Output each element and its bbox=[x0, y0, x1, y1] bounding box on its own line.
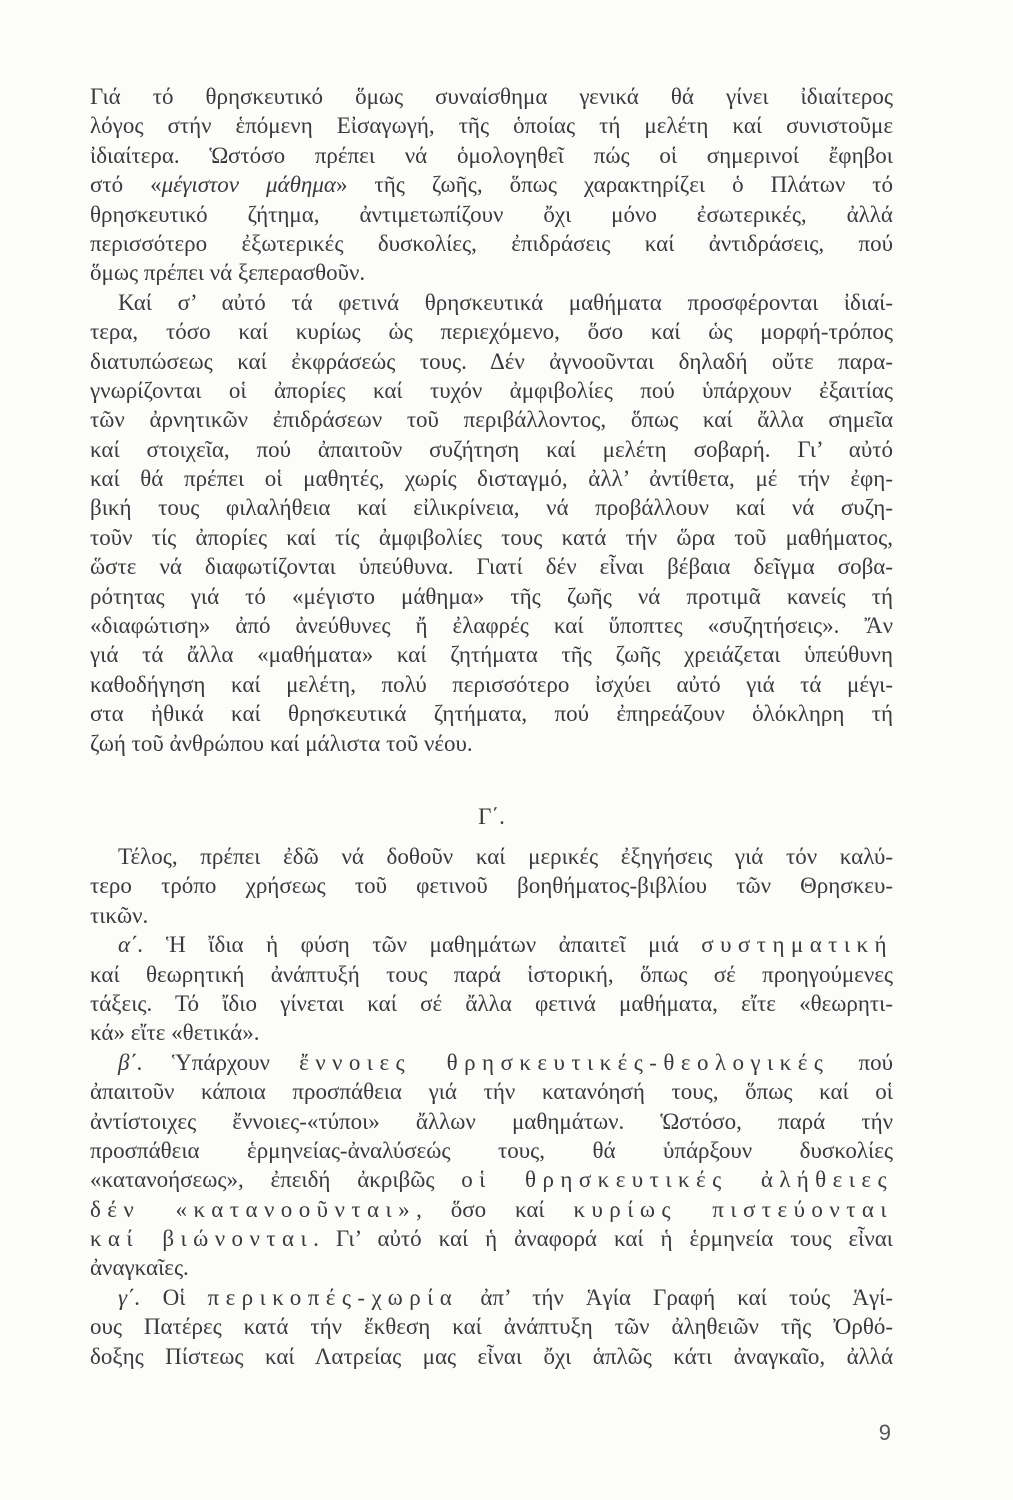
text-line: «διαφώτιση» ἀπό ἀνεύθυνες ἤ ἐλαφρές καί ὕποπτες «συζητήσεις». Ἄν bbox=[90, 613, 893, 639]
text-line: ἰδιαίτερα. Ὡστόσο πρέπει νά ὁμολογηθεῖ πώς οἱ σημερινοί ἔφηβοι bbox=[90, 142, 893, 168]
item-label: β΄. bbox=[118, 1049, 143, 1075]
item-label: γ΄. bbox=[118, 1284, 141, 1310]
spaced-emphasis: δέν «κατανοοῦνται» bbox=[90, 1196, 417, 1222]
text-line bbox=[90, 170, 893, 199]
text-segment: στό « bbox=[90, 172, 162, 198]
text-line: τικῶν. bbox=[90, 902, 149, 928]
text-segment: πού bbox=[829, 1049, 893, 1075]
text-segment: , ὅσο καί bbox=[416, 1196, 574, 1222]
text-line: κά» εἴτε «θετικά». bbox=[90, 1020, 260, 1046]
text-line: γιά τά ἄλλα «μαθήματα» καί ζητήματα τῆς ζωῆς χρειάζεται ὑπεύθυνη bbox=[90, 642, 893, 668]
text-line: καί θεωρητική ἀνάπτυξή τους παρά ἱστορική, ὅπως σέ προηγούμενες bbox=[90, 961, 893, 987]
text-line: καί θά πρέπει οἱ μαθητές, χωρίς δισταγμό, ἀλλ’ ἀντίθετα, μέ τήν ἐφη- bbox=[90, 466, 893, 492]
text-line: καθοδήγηση καί μελέτη, πολύ περισσότερο ἰσχύει αὐτό γιά τά μέγι- bbox=[90, 671, 893, 697]
text-line: τάξεις. Τό ἴδιο γίνεται καί σέ ἄλλα φετινά μαθήματα, εἴτε «θεωρητι- bbox=[90, 990, 893, 1016]
text-line: ἀναγκαῖες. bbox=[90, 1255, 189, 1281]
spaced-emphasis: ἔννοιες θρησκευτικές-θεολογικές bbox=[299, 1049, 830, 1075]
paragraph-2 bbox=[90, 288, 893, 758]
spaced-emphasis: κυρίως πιστεύονται bbox=[573, 1196, 893, 1222]
paragraph-1 bbox=[90, 82, 893, 288]
paragraph-intro bbox=[90, 842, 893, 930]
page-number: 9 bbox=[878, 1420, 891, 1445]
text-line: γνωρίζονται οἱ ἀπορίες καί τυχόν ἀμφιβολίες πού ὑπάρχουν ἐξαιτίας bbox=[90, 377, 893, 403]
text-line bbox=[90, 930, 893, 959]
text-line: Γιά τό θρησκευτικό ὅμως συναίσθημα γενικά θά γίνει ἰδιαίτερος bbox=[90, 84, 893, 109]
text-line: βική τους φιλαλήθεια καί εἰλικρίνεια, νά προβάλλουν καί νά συζη- bbox=[90, 495, 893, 521]
text-line: στα ἠθικά καί θρησκευτικά ζητήματα, πού ἐπηρεάζουν ὁλόκληρη τή bbox=[90, 701, 893, 727]
italic-phrase: μέγιστον μάθημα bbox=[161, 172, 336, 198]
text-line: ὥστε νά διαφωτίζονται ὑπεύθυνα. Γιατί δέν εἶναι βέβαια δεῖγμα σοβα- bbox=[90, 554, 893, 580]
text-line: ρότητας γιά τό «μέγιστο μάθημα» τῆς ζωῆς νά προτιμᾶ κανείς τή bbox=[90, 583, 893, 609]
text-line: τερα, τόσο καί κυρίως ὡς περιεχόμενο, ὅσο καί ὡς μορφή-τρόπος bbox=[90, 319, 893, 345]
text-segment: Οἱ bbox=[140, 1284, 208, 1310]
text-line: ζωή τοῦ ἀνθρώπου καί μάλιστα τοῦ νέου. bbox=[90, 730, 473, 756]
text-segment: ἀπ’ τήν Ἁγία Γραφή καί τούς Ἁγί- bbox=[458, 1284, 893, 1310]
text-line: προσπάθεια ἑρμηνείας-ἀναλύσεώς τους, θά ὑπάρξουν δυσκολίες bbox=[90, 1137, 893, 1163]
text-line bbox=[90, 1283, 893, 1312]
text-line: ἀντίστοιχες ἔννοιες-«τύποι» ἄλλων μαθημάτων. Ὡστόσο, παρά τήν bbox=[90, 1108, 893, 1134]
text-line: τῶν ἀρνητικῶν ἐπιδράσεων τοῦ περιβάλλοντος, ὅπως καί ἄλλα σημεῖα bbox=[90, 407, 893, 433]
spaced-emphasis: συστηματική bbox=[701, 932, 893, 958]
text-line: περισσότερο ἐξωτερικές δυσκολίες, ἐπιδράσεις καί ἀντιδράσεις, πού bbox=[90, 230, 893, 256]
text-line: ἀπαιτοῦν κάποια προσπάθεια γιά τήν κατανόησή τους, ὅπως καί οἱ bbox=[90, 1079, 893, 1105]
item-c bbox=[90, 1283, 893, 1371]
item-a bbox=[90, 930, 893, 1048]
text-line bbox=[90, 1165, 893, 1194]
text-line: διατυπώσεως καί ἐκφράσεώς τους. Δέν ἀγνοοῦνται δηλαδή οὔτε παρα- bbox=[90, 348, 893, 374]
text-segment: Ὑπάρχουν bbox=[142, 1049, 300, 1075]
text-line: ὅμως πρέπει νά ξεπερασθοῦν. bbox=[90, 260, 366, 286]
text-line: λόγος στήν ἑπόμενη Εἰσαγωγή, τῆς ὁποίας τή μελέτη καί συνιστοῦμε bbox=[90, 113, 893, 139]
section-heading: Γ΄. bbox=[478, 804, 505, 829]
spaced-emphasis: οἱ θρησκευτικές ἀλήθειες bbox=[461, 1167, 894, 1193]
section-2-text bbox=[90, 842, 893, 1371]
text-line: ους Πατέρες κατά τήν ἔκθεση καί ἀνάπτυξη τῶν ἀληθειῶν τῆς Ὀρθό- bbox=[90, 1314, 893, 1340]
text-line: θρησκευτικό ζήτημα, ἀντιμετωπίζουν ὄχι μόνο ἐσωτερικές, ἀλλά bbox=[90, 201, 893, 227]
text-line: τερο τρόπο χρήσεως τοῦ φετινοῦ βοηθήματος-βιβλίου τῶν Θρησκευ- bbox=[90, 873, 893, 899]
text-line: Καί σ’ αὐτό τά φετινά θρησκευτικά μαθήματα προσφέρονται ἰδιαί- bbox=[118, 289, 893, 315]
text-line: καί στοιχεῖα, πού ἀπαιτοῦν συζήτηση καί μελέτη σοβαρή. Γι’ αὐτό bbox=[90, 436, 893, 462]
spaced-emphasis: περικοπές-χωρία bbox=[207, 1284, 459, 1310]
section-1-text bbox=[90, 82, 893, 758]
text-segment: » τῆς ζωῆς, ὅπως χαρακτηρίζει ὁ Πλάτων τό bbox=[335, 172, 893, 198]
text-segment: Ἡ ἴδια ἡ φύση τῶν μαθημάτων ἀπαιτεῖ μιά bbox=[143, 932, 702, 958]
item-label: α΄. bbox=[118, 932, 144, 958]
spaced-emphasis: καί βιώνονται bbox=[90, 1226, 314, 1252]
text-segment: «κατανοήσεως», ἐπειδή ἀκριβῶς bbox=[90, 1167, 462, 1193]
text-line: δοξης Πίστεως καί Λατρείας μας εἶναι ὄχι ἁπλῶς κάτι ἀναγκαῖο, ἀλλά bbox=[90, 1343, 893, 1369]
text-line bbox=[90, 1048, 893, 1077]
text-segment: . Γι’ αὐτό καί ἡ ἀναφορά καί ἡ ἑρμηνεία τους εἶναι bbox=[313, 1226, 893, 1252]
text-line bbox=[90, 1195, 893, 1224]
item-b bbox=[90, 1048, 893, 1283]
text-line bbox=[90, 1224, 893, 1253]
text-line: τοῦν τίς ἀπορίες καί τίς ἀμφιβολίες τους κατά τήν ὥρα τοῦ μαθήματος, bbox=[90, 524, 893, 550]
text-line: Τέλος, πρέπει ἐδῶ νά δοθοῦν καί μερικές ἐξηγήσεις γιά τόν καλύ- bbox=[118, 844, 893, 869]
